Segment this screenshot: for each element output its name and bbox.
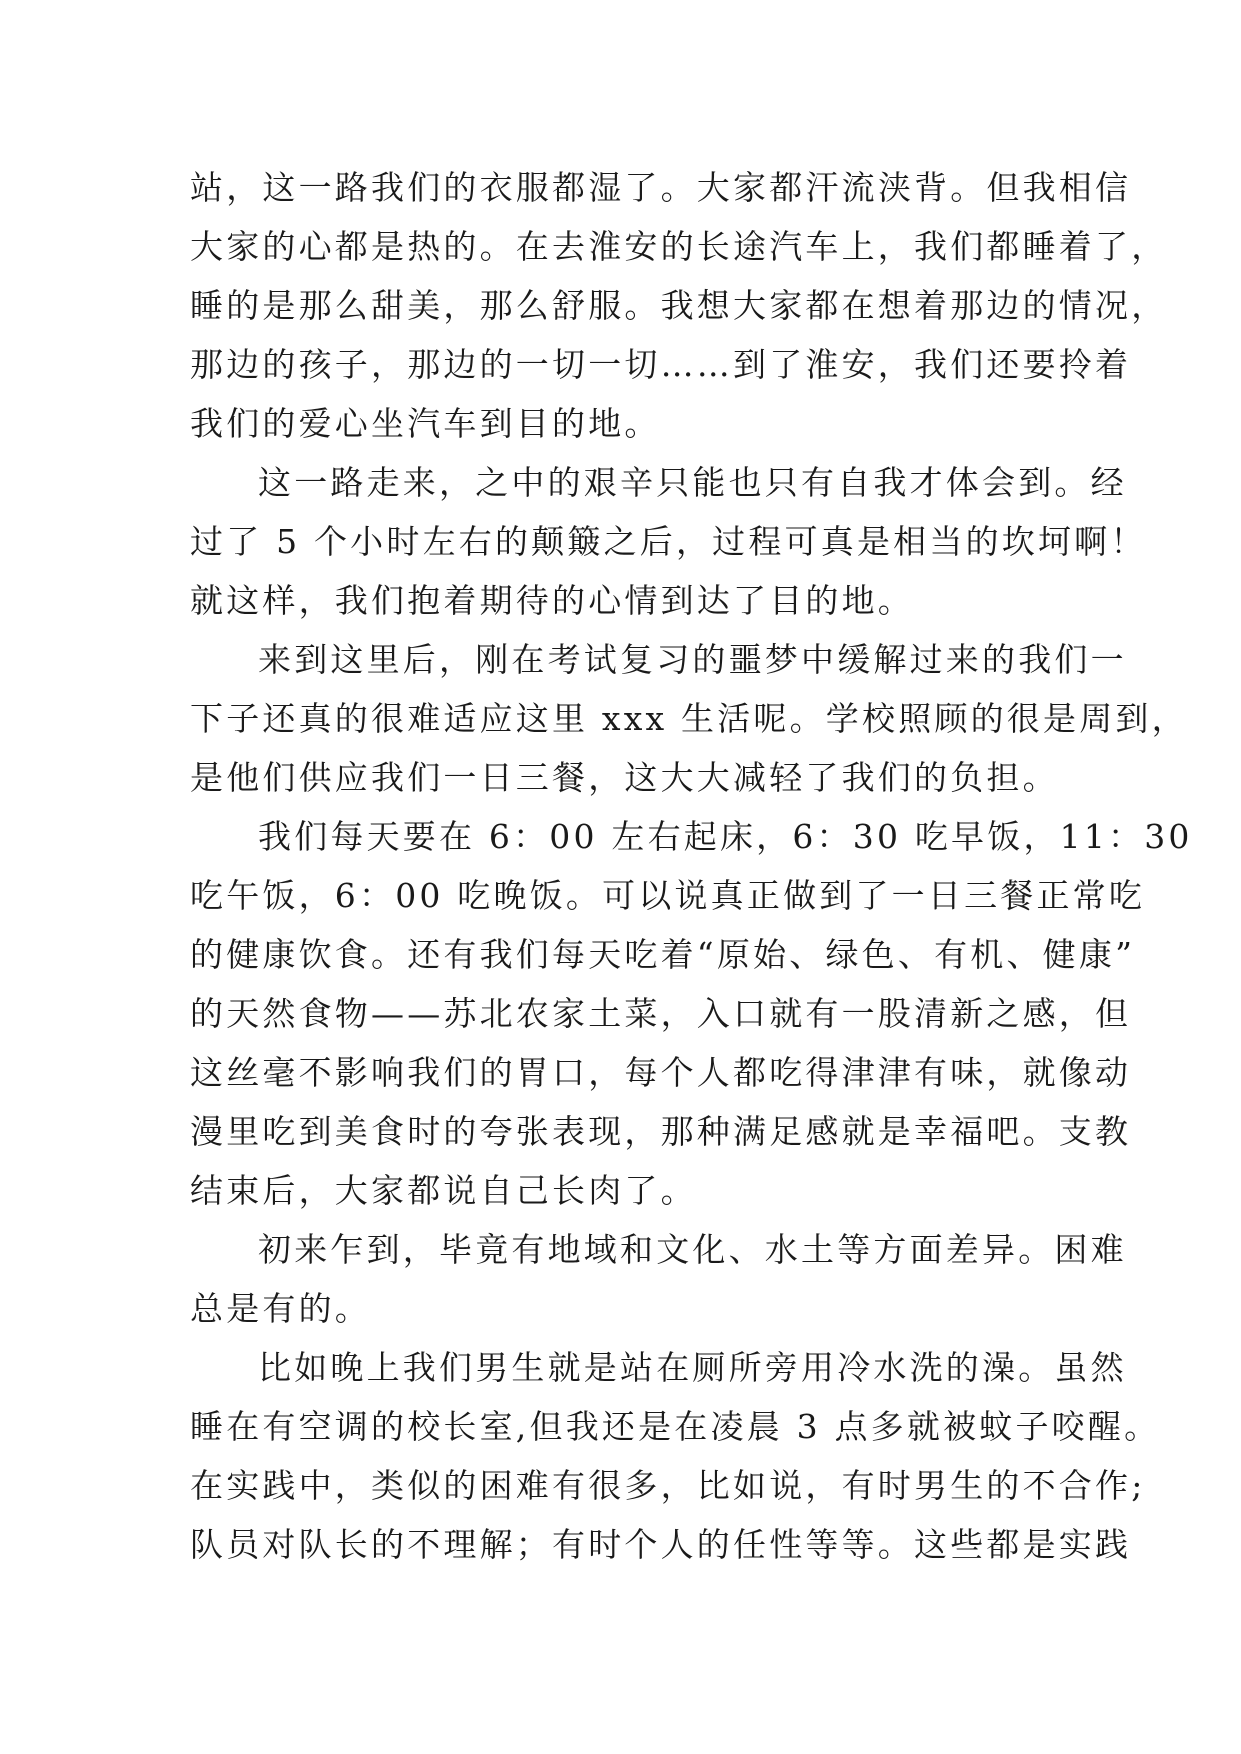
paragraph	[190, 1220, 1127, 1338]
text-line: 吃午饭，6：00 吃晚饭。可以说真正做到了一日三餐正常吃	[190, 876, 1146, 915]
paragraph	[190, 453, 1147, 630]
text-line: 漫里吃到美食时的夸张表现，那种满足感就是幸福吧。支教	[190, 1112, 1132, 1151]
text-line: 初来乍到，毕竟有地域和文化、水土等方面差异。困难	[258, 1230, 1127, 1269]
document-body	[190, 158, 1193, 1574]
text-line: 在实践中，类似的困难有很多，比如说，有时男生的不合作;	[190, 1466, 1146, 1505]
text-line: 队员对队长的不理解；有时个人的任性等等。这些都是实践	[190, 1525, 1132, 1564]
text-line: 大家的心都是热的。在去淮安的长途汽车上，我们都睡着了，	[190, 227, 1168, 266]
text-line: 睡的是那么甜美，那么舒服。我想大家都在想着那边的情况，	[190, 286, 1168, 325]
paragraph	[190, 1338, 1161, 1574]
text-line: 我们的爱心坐汽车到目的地。	[190, 404, 661, 443]
text-line: 总是有的。	[190, 1289, 371, 1328]
text-line: 来到这里后，刚在考试复习的噩梦中缓解过来的我们一	[258, 640, 1127, 679]
paragraph	[190, 630, 1188, 807]
text-line: 是他们供应我们一日三餐，这大大减轻了我们的负担。	[190, 758, 1059, 797]
text-line: 下子还真的很难适应这里 xxx 生活呢。学校照顾的很是周到，	[190, 699, 1188, 738]
text-line: 过了 5 个小时左右的颠簸之后，过程可真是相当的坎坷啊！	[190, 522, 1147, 561]
text-line: 结束后，大家都说自己长肉了。	[190, 1171, 697, 1210]
text-line: 这丝毫不影响我们的胃口，每个人都吃得津津有味，就像动	[190, 1053, 1132, 1092]
paragraph	[190, 158, 1168, 453]
text-line: 的健康饮食。还有我们每天吃着“原始、绿色、有机、健康”	[190, 935, 1136, 974]
text-line: 这一路走来，之中的艰辛只能也只有自我才体会到。经	[258, 463, 1127, 502]
text-line: 就这样，我们抱着期待的心情到达了目的地。	[190, 581, 914, 620]
text-line: 的天然食物——苏北农家土菜，入口就有一股清新之感，但	[190, 994, 1132, 1033]
text-line: 我们每天要在 6：00 左右起床，6：30 吃早饭，11：30	[258, 817, 1193, 856]
text-line: 睡在有空调的校长室,但我还是在凌晨 3 点多就被蚊子咬醒。	[190, 1407, 1161, 1446]
text-line: 站，这一路我们的衣服都湿了。大家都汗流浃背。但我相信	[190, 168, 1132, 207]
text-line: 比如晚上我们男生就是站在厕所旁用冷水洗的澡。虽然	[258, 1348, 1127, 1387]
text-line: 那边的孩子，那边的一切一切……到了淮安，我们还要拎着	[190, 345, 1132, 384]
paragraph	[190, 807, 1193, 1220]
